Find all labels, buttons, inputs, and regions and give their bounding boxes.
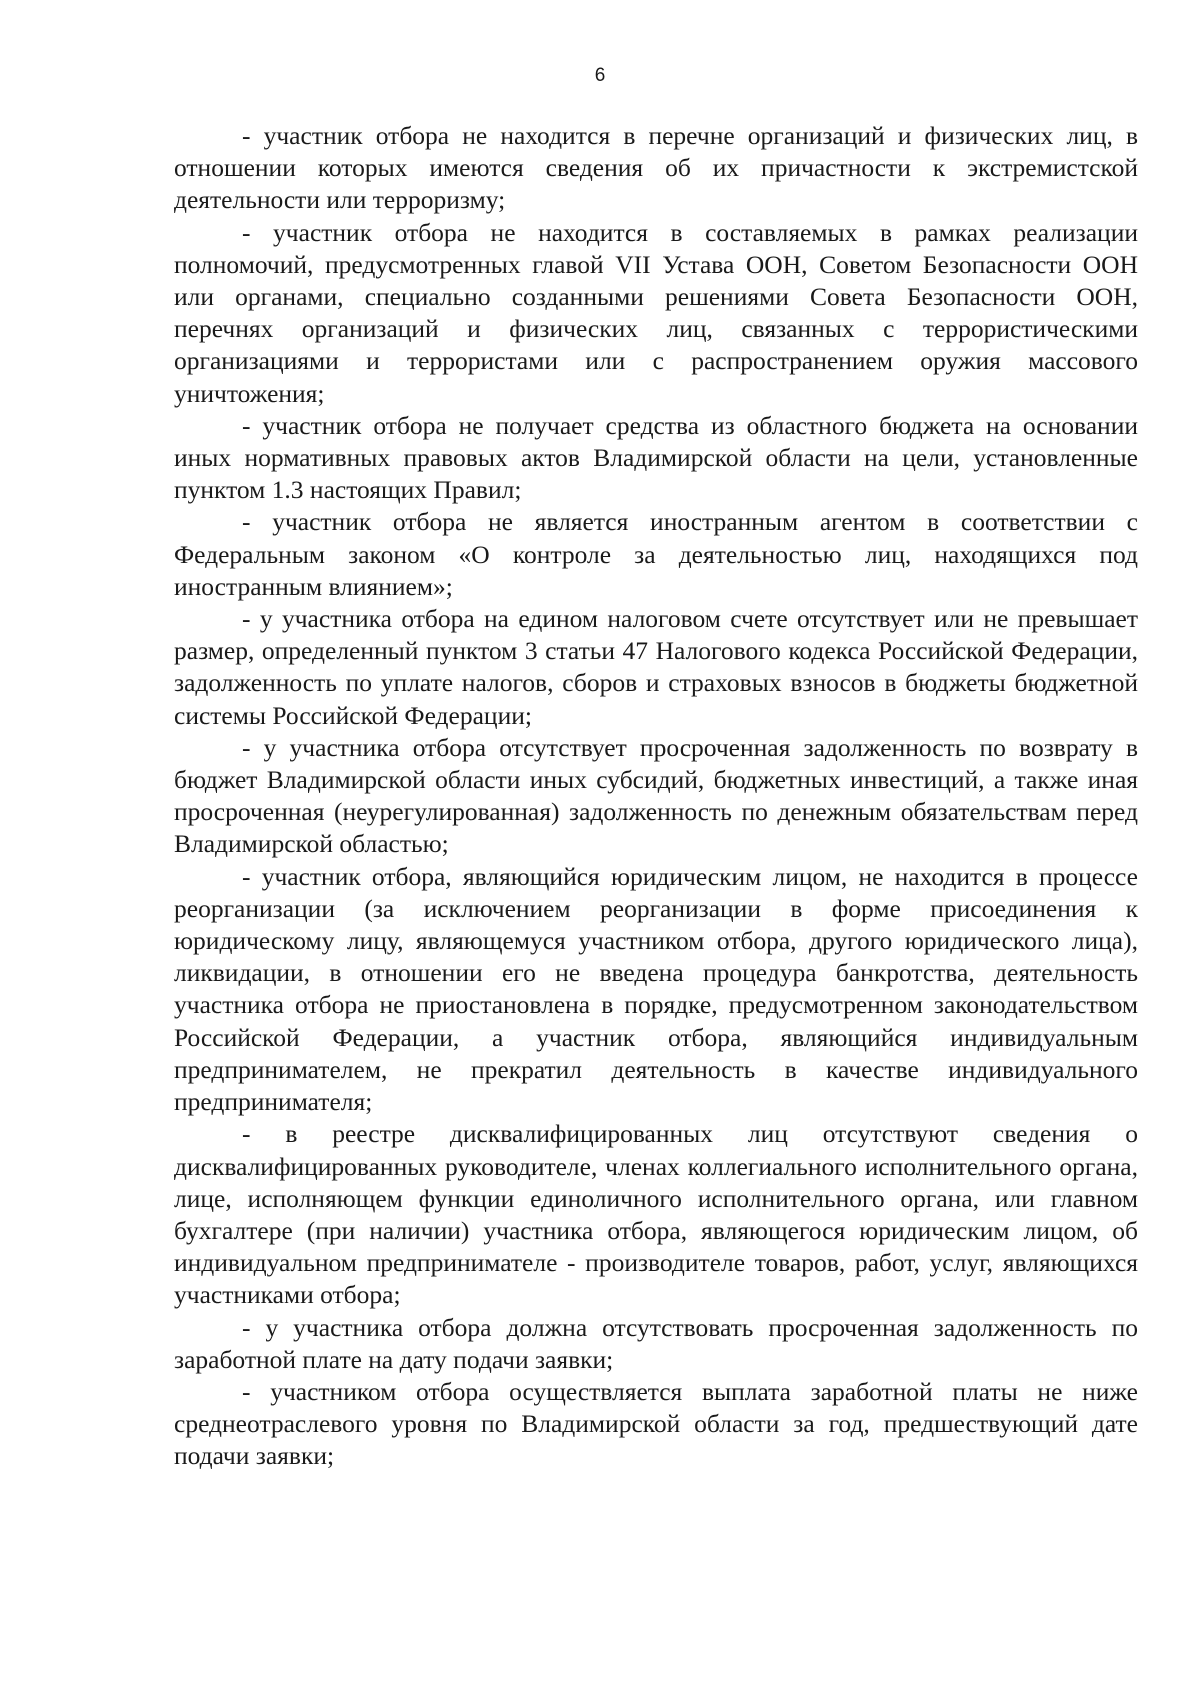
- document-body: [174, 120, 1138, 1473]
- requirement-paragraph: - участником отбора осуществляется выплата заработной платы не ниже среднеотраслевого уровня по Владимирской области за год, предшествующий дате подачи заявки;: [174, 1376, 1138, 1471]
- page-number: 6: [594, 65, 606, 86]
- requirement-paragraph: - у участника отбора на едином налоговом счете отсутствует или не превышает размер, определенный пунктом 3 статьи 47 Налогового кодекса Российской Федерации, задолженность по уплате налогов, сборов и страховых взносов в бюджеты бюджетной системы Российской Федерации;: [174, 604, 1138, 730]
- requirement-paragraph: - участник отбора не получает средства из областного бюджета на основании иных нормативных правовых актов Владимирской области на цели, установленные пунктом 1.3 настоящих Правил;: [174, 410, 1138, 505]
- requirement-paragraph: - у участника отбора должна отсутствовать просроченная задолженность по заработной плате на дату подачи заявки;: [174, 1312, 1138, 1374]
- requirement-paragraph: - в реестре дисквалифицированных лиц отсутствуют сведения о дисквалифицированных руководителе, членах коллегиального исполнительного органа, лице, исполняющем функции единоличного исполнительного органа, или главном бухгалтере (при наличии) участника отбора, являющегося юридическим лицом, об индивидуальном предпринимателе - производителе товаров, работ, услуг, являющихся участниками отбора;: [174, 1119, 1138, 1310]
- requirement-paragraph: - участник отбора не находится в перечне организаций и физических лиц, в отношении которых имеются сведения об их причастности к экстремистской деятельности или терроризму;: [174, 121, 1138, 215]
- requirement-paragraph: - участник отбора, являющийся юридическим лицом, не находится в процессе реорганизации (за исключением реорганизации в форме присоединения к юридическому лицу, являющемуся участником отбора, другого юридического лица), ликвидации, в отношении его не введена процедура банкротства, деятельность участника отбора не приостановлена в порядке, предусмотренном законодательством Российской Федерации, а участник отбора, являющийся индивидуальным предпринимателем, не прекратил деятельность в качестве индивидуального предпринимателя;: [174, 861, 1138, 1117]
- requirement-paragraph: - участник отбора не является иностранным агентом в соответствии с Федеральным законом «О контроле за деятельностью лиц, находящихся под иностранным влиянием»;: [174, 507, 1138, 601]
- requirement-paragraph: - участник отбора не находится в составляемых в рамках реализации полномочий, предусмотренных главой VII Устава ООН, Советом Безопасности ООН или органами, специально созданными решениями Совета Безопасности ООН, перечнях организаций и физических лиц, связанных с террористическими организациями и террористами или с распространением оружия массового уничтожения;: [174, 217, 1138, 408]
- requirement-paragraph: - у участника отбора отсутствует просроченная задолженность по возврату в бюджет Владимирской области иных субсидий, бюджетных инвестиций, а также иная просроченная (неурегулированная) задолженность по денежным обязательствам перед Владимирской областью;: [174, 732, 1138, 859]
